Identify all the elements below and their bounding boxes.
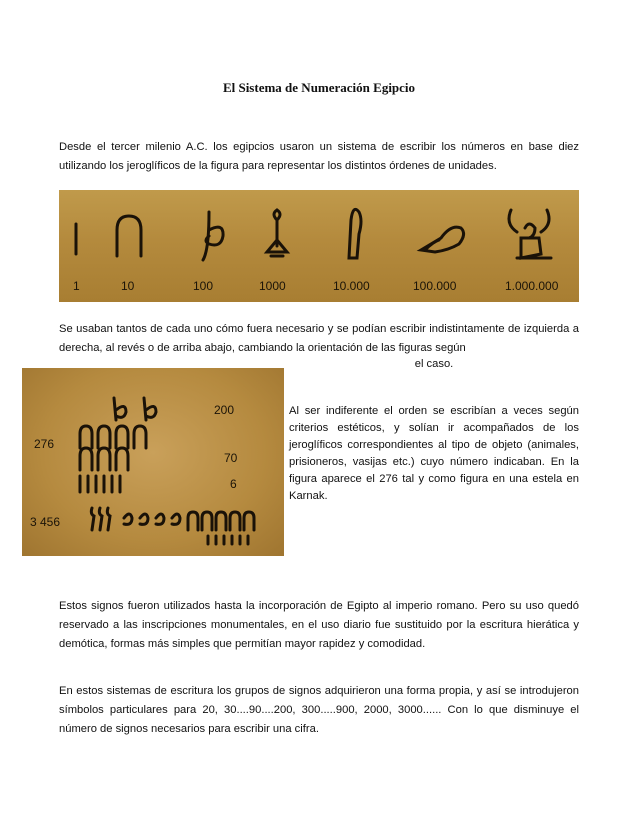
glyph-finger-10000 [349,209,361,258]
stela-number-70: 70 [224,451,238,465]
label-10000: 10.000 [333,279,370,293]
label-1000: 1000 [259,279,286,293]
label-100000: 100.000 [413,279,457,293]
label-1: 1 [73,279,80,293]
label-10: 10 [121,279,135,293]
stela-number-6: 6 [230,477,237,491]
hieroglyph-numerals-image [59,190,579,302]
stela-glyphs-3456 [91,508,254,544]
label-1000000: 1.000.000 [505,279,559,293]
stela-heels-70 [80,426,146,470]
orientation-paragraph: Se usaban tantos de cada uno cómo fuera necesario y se podían escribir indistintamente de izquierda a derecha, al revés o de arriba abajo, cambiando la orientación de las figuras según [59,323,579,354]
stela-coils-200 [114,398,156,420]
glyph-tadpole-100000 [421,227,464,252]
orientation-paragraph-end: el caso. [414,358,454,370]
roman-empire-paragraph: Estos signos fueron utilizados hasta la incorporación de Egipto al imperio romano. Pero su uso quedó reservado a las inscripciones monumentales, en el uso diario fue sustituido por la escritura hierática y demótica, formas más simples que permitían mayor rapidez y comodidad. [59,600,579,650]
page-title: El Sistema de Numeración Egipcio [222,80,416,95]
writing-systems-paragraph: En estos sistemas de escritura los grupos de signos adquirieron una forma propia, y así se introdujeron símbolos particulares para 20, 30....90....200, 300.....900, 2000, 3000...... Con lo que disminuye el número de signos necesarios para escribir una cifra. [59,685,579,735]
side-paragraph: Al ser indiferente el orden se escribían a veces según criterios estéticos, y solían ir acompañados de los jeroglíficos correspondientes al tipo de objeto (animales, prisioneros, vasijas etc.) cuyo número indicaban. En la figura aparece el 276 tal y como figura en una estela en Karnak. [289,405,579,502]
stela-number-3456: 3 456 [30,515,61,529]
stela-strokes-6 [80,476,120,492]
glyph-lotus-1000 [267,210,287,256]
glyph-coil-100 [203,212,223,260]
glyph-god-1000000 [509,210,551,258]
glyph-heel-10 [117,216,141,256]
karnak-stela-image [22,368,284,556]
label-100: 100 [193,279,214,293]
stela-number-276: 276 [34,437,55,451]
stela-number-200: 200 [214,403,235,417]
intro-paragraph: Desde el tercer milenio A.C. los egipcios usaron un sistema de escribir los números en base diez utilizando los jeroglíficos de la figura para representar los distintos órdenes de unidades. [59,141,579,172]
